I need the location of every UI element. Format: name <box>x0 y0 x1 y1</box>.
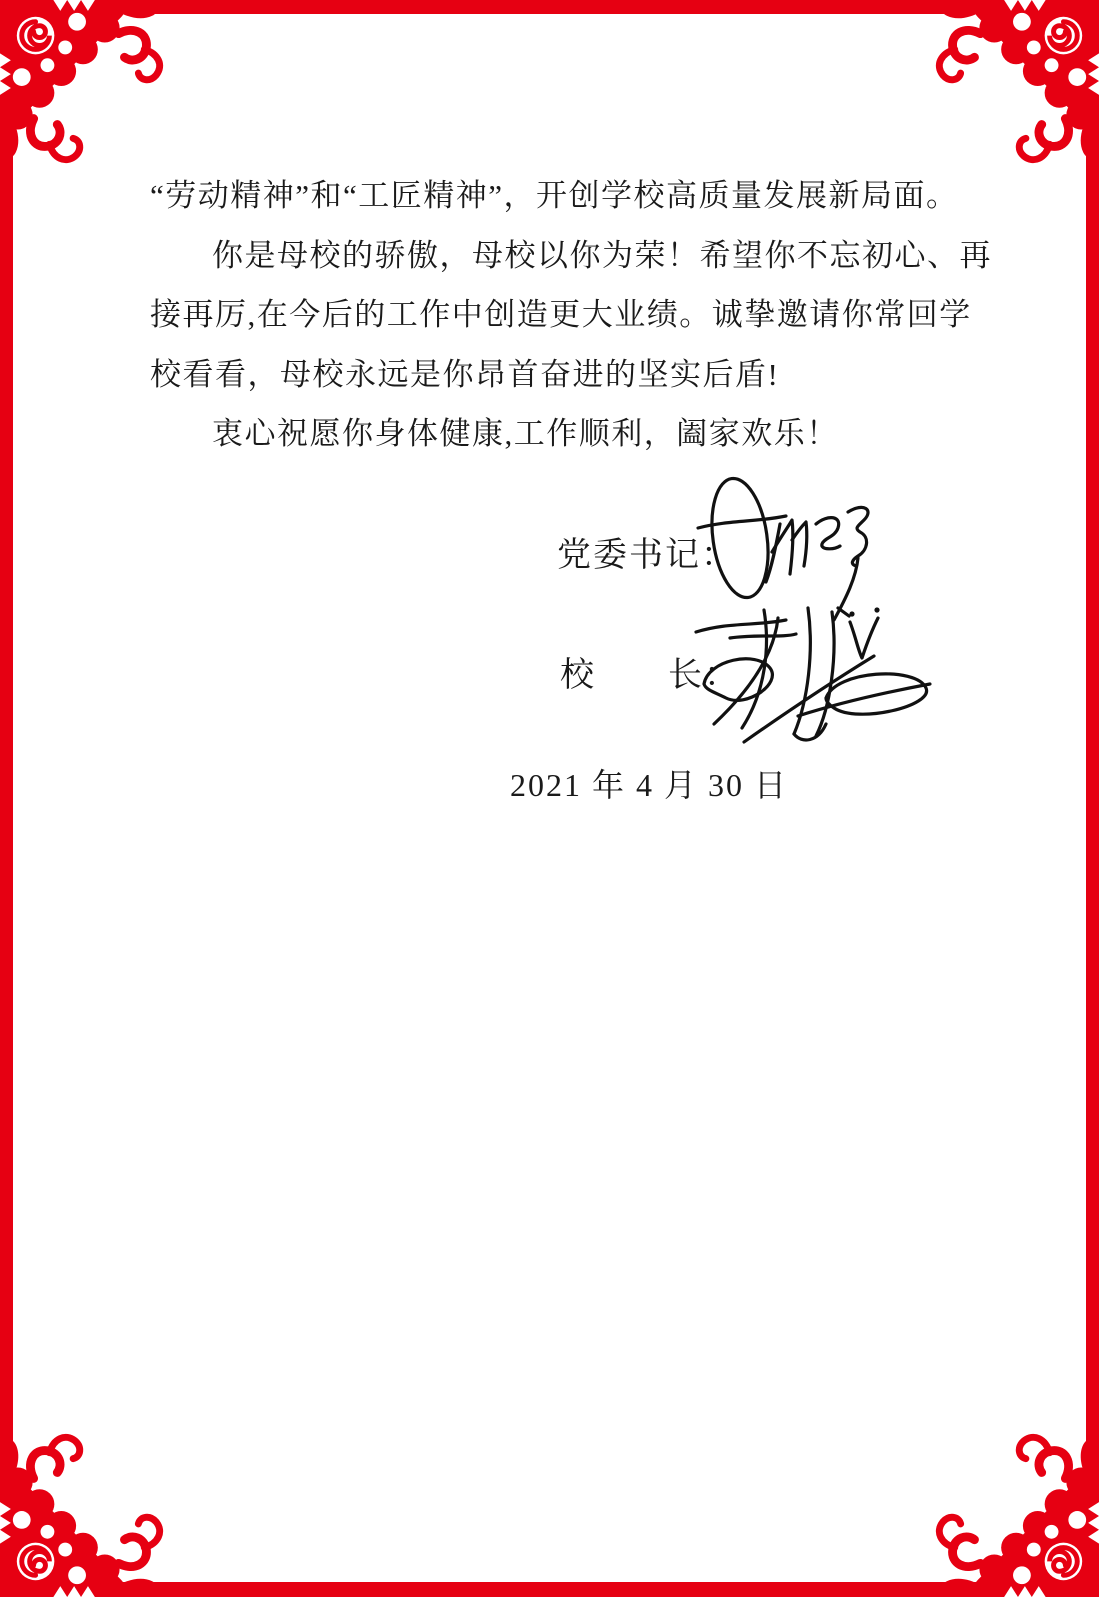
body-line: 接再厉,在今后的工作中创造更大业绩。诚挚邀请你常回学 <box>150 297 972 332</box>
papercut-corner-ornament-icon <box>0 0 168 168</box>
principal-label: 校 长： <box>560 657 740 694</box>
date-line: 2021 年 4 月 30 日 <box>510 767 789 803</box>
papercut-corner-ornament-icon <box>931 1429 1099 1597</box>
papercut-corner-ornament-icon <box>931 0 1099 168</box>
body-line: 衷心祝愿你身体健康,工作顺利，阖家欢乐！ <box>212 416 839 451</box>
border-left <box>0 0 13 1597</box>
body-line: 校看看，母校永远是你昂首奋进的坚实后盾! <box>150 356 780 392</box>
body-line: “劳动精神”和“工匠精神”，开创学校高质量发展新局面。 <box>150 178 959 213</box>
secretary-label: 党委书记： <box>557 537 737 574</box>
border-right <box>1086 0 1099 1597</box>
body-line: 你是母校的骄傲，母校以你为荣！希望你不忘初心、再 <box>212 237 992 273</box>
principal-signature <box>678 596 936 748</box>
letter-body <box>150 166 992 464</box>
papercut-corner-ornament-icon <box>0 1429 168 1597</box>
